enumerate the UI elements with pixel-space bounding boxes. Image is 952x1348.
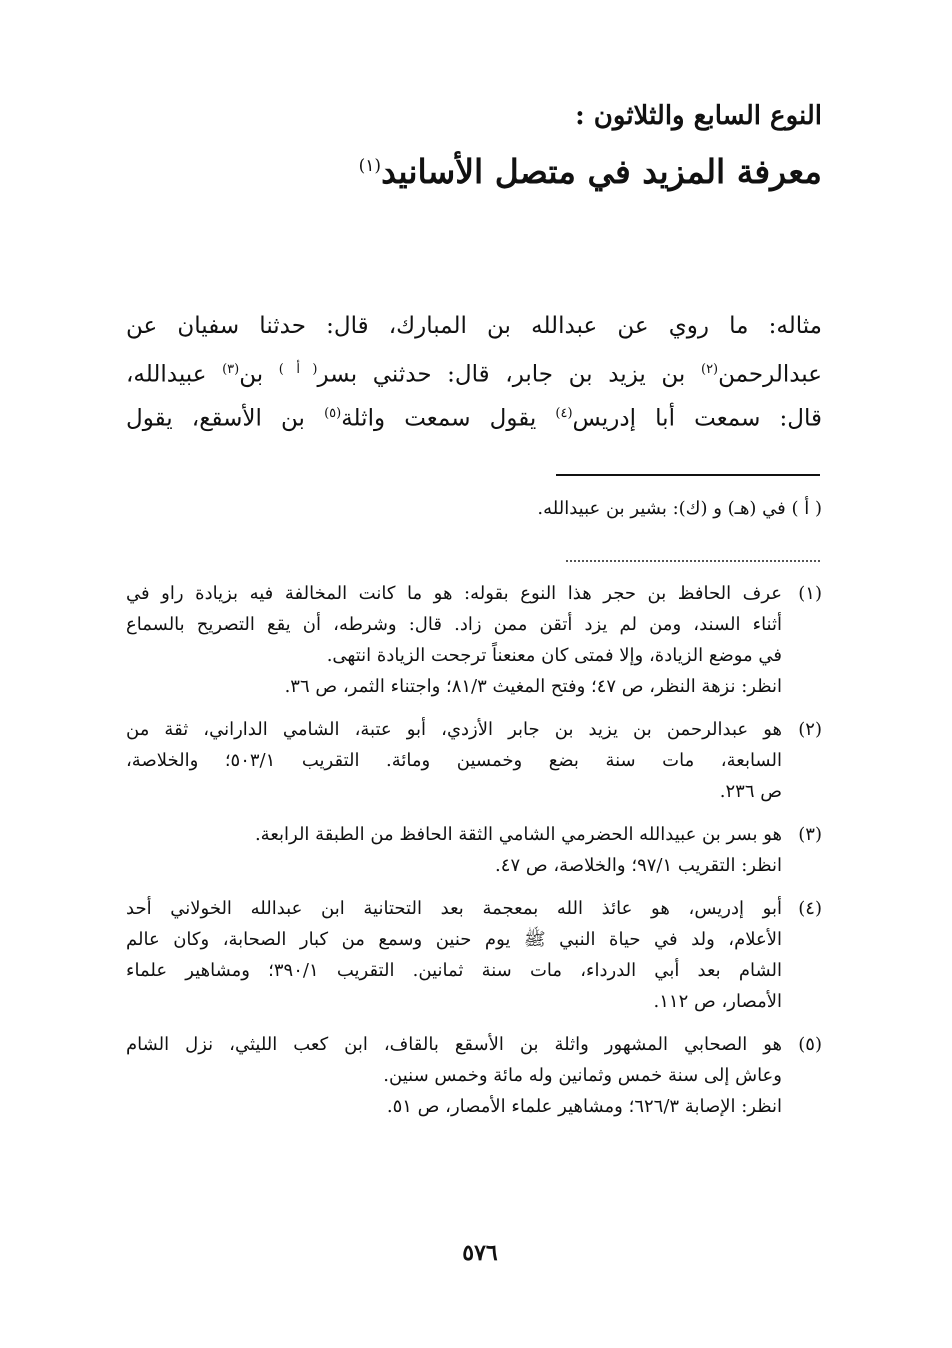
footnote-line: انظر: نزهة النظر، ص ٤٧؛ وفتح المغيث ٨١/٣؛ واجتناء الثمر، ص ٣٦. — [284, 676, 782, 697]
variant-ref-a[interactable]: ( أ ) — [278, 362, 318, 377]
dotted-separator — [566, 560, 820, 562]
chapter-kind-heading: النوع السابع والثلاثون : — [575, 101, 822, 131]
main-text-line-3 — [126, 392, 822, 436]
footnote-line: ص ٢٣٦. — [719, 781, 782, 802]
main-text-line-2 — [126, 348, 822, 392]
footnote-body — [126, 893, 782, 1017]
footnote-line: انظر: الإصابة ٦٢٦/٣؛ ومشاهير علماء الأمصار، ص ٥١. — [386, 1096, 782, 1117]
footnote-body — [126, 714, 782, 807]
footnote-ref-5[interactable]: (٥) — [324, 406, 342, 421]
text-segment: يقول سمعت واثلة — [341, 405, 556, 432]
footnote-number: (٤) — [798, 898, 822, 919]
chapter-title — [122, 142, 822, 196]
footnote-line: انظر: التقريب ٩٧/١؛ والخلاصة، ص ٤٧. — [495, 855, 782, 876]
footnote-line: الأعلام، ولد في حياة النبي ﷺ يوم حنين وسمع من كبار الصحابة، وكان عالم — [126, 929, 782, 950]
footnote-number: (١) — [798, 583, 822, 604]
footnote-body — [126, 578, 782, 702]
footnote-ref-4[interactable]: (٤) — [555, 406, 573, 421]
footnote-number: (٢) — [798, 719, 822, 740]
footnote-line: الأمصار، ص ١١٢. — [653, 991, 782, 1012]
footnote-3 — [126, 819, 822, 881]
footnote-line: هو بسر بن عبيدالله الحضرمي الشامي الثقة الحافظ من الطبقة الرابعة. — [254, 824, 782, 845]
footnotes-section — [126, 578, 822, 1134]
main-text-line-1: مثاله: ما روي عن عبدالله بن المبارك، قال: حدثنا سفيان عن — [126, 313, 822, 339]
text-segment: عبيدالله، — [126, 361, 223, 388]
footnote-4 — [126, 893, 822, 1017]
footnote-line: في موضع الزيادة، وإلا فمتى كان معنعناً ترجحت الزيادة انتهى. — [326, 645, 782, 666]
footnote-line: الشام بعد أبي الدرداء، مات سنة ثمانين. التقريب ٣٩٠/١؛ ومشاهير علماء — [126, 960, 783, 981]
footnote-line: أثناء السند، ومن لم يزد أتقن ممن زاد. قال: وشرطه، أن يقع التصريح بالسماع — [126, 614, 782, 635]
footnote-ref-1[interactable]: (١) — [358, 156, 382, 176]
footnote-ref-3[interactable]: (٣) — [222, 362, 240, 377]
footnote-ref-2[interactable]: (٢) — [700, 362, 719, 377]
text-segment: عبدالرحمن — [718, 361, 822, 388]
main-text — [126, 304, 822, 436]
footnote-line: السابعة، مات سنة بضع وخمسين ومائة. التقريب ٥٠٣/١؛ والخلاصة، — [126, 750, 782, 771]
footnote-line: عرف الحافظ بن حجر هذا النوع بقوله: هو ما كانت المخالفة فيه بزيادة راو في — [126, 583, 782, 604]
footnote-line: هو عبدالرحمن بن يزيد بن جابر الأزدي، أبو عتبة، الشامي الداراني، ثقة من — [126, 719, 782, 740]
footnote-line: أبو إدريس، هو عائذ الله بمعجمة بعد التحتانية ابن عبدالله الخولاني أحد — [126, 898, 782, 919]
footnote-number: (٣) — [798, 824, 822, 845]
page-number: ٥٧٦ — [462, 1240, 498, 1266]
footnote-5 — [126, 1029, 822, 1122]
text-segment: قال: سمعت أبا إدريس — [572, 405, 822, 432]
chapter-title-text: معرفة المزيد في متصل الأسانيد — [381, 152, 822, 191]
footnote-body — [126, 819, 782, 881]
text-segment: بن يزيد بن جابر، قال: حدثني بسر — [317, 361, 701, 388]
text-segment: بن — [239, 361, 279, 388]
footnote-2 — [126, 714, 822, 807]
footnote-body — [126, 1029, 782, 1122]
variant-note: ( أ ) في (هـ) و (ك): بشير بن عبيدالله. — [537, 498, 822, 519]
text-segment: بن الأسقع، يقول — [126, 405, 325, 432]
footnote-1 — [126, 578, 822, 702]
footnote-line: هو الصحابي المشهور واثلة بن الأسقع بالقاف، ابن كعب الليثي، نزل الشام — [126, 1034, 782, 1055]
footnote-line: وعاش إلى سنة خمس وثمانين وله مائة وخمس سنين. — [383, 1065, 782, 1086]
footnote-number: (٥) — [798, 1034, 822, 1055]
footnote-separator-rule — [556, 474, 820, 476]
